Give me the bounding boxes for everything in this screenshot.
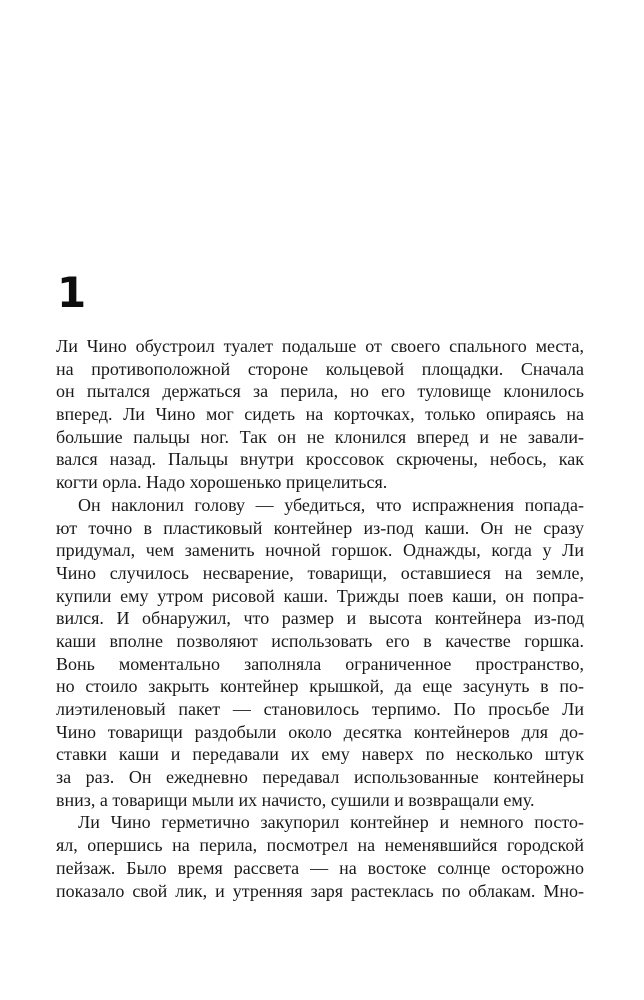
text-line: пейзаж. Было время рассвета — на востоке солнце осторожно xyxy=(56,857,584,878)
text-line: на противоположной стороне кольцевой площадки. Сначала xyxy=(56,358,584,379)
text-line: ял, опершись на перила, посмотрел на неменявшийся городской xyxy=(56,835,584,856)
text-line: Ли Чино обустроил туалет подальше от своего спального места, xyxy=(56,336,584,356)
text-line: за раз. Он ежедневно передавал использованные контейнеры xyxy=(56,767,584,788)
paragraph xyxy=(56,335,584,494)
paragraph xyxy=(56,494,584,812)
text-line: Вонь моментально заполняла ограниченное пространство, xyxy=(56,653,584,674)
text-line: вился. И обнаружил, что размер и высота контейнера из-под xyxy=(56,608,584,629)
text-line: вниз, а товарищи мыли их начисто, сушили и возвращали ему. xyxy=(56,789,535,810)
chapter-number: 1 xyxy=(57,268,87,317)
text-line: каши вполне позволяют использовать его в качестве горшка. xyxy=(56,630,584,651)
text-line: ставки каши и передавали их ему наверх по несколько штук xyxy=(56,744,584,765)
text-line: показало свой лик, и утренняя заря растеклась по облакам. Мно- xyxy=(56,880,584,901)
text-line: купили ему утром рисовой каши. Трижды поев каши, он попра- xyxy=(56,585,584,606)
text-line: лиэтиленовый пакет — становилось терпимо. По просьбе Ли xyxy=(56,699,584,719)
text-column xyxy=(56,335,584,902)
text-line: вперед. Ли Чино мог сидеть на корточках, только опираясь на xyxy=(56,404,584,425)
text-line: вался назад. Пальцы внутри кроссовок скрючены, небось, как xyxy=(56,449,584,470)
text-line: Ли Чино герметично закупорил контейнер и немного посто- xyxy=(78,812,584,833)
text-line: придумал, чем заменить ночной горшок. Однажды, когда у Ли xyxy=(56,540,584,561)
text-line: большие пальцы ног. Так он не клонился вперед и не завали- xyxy=(56,426,584,447)
text-line: но стоило закрыть контейнер крышкой, да еще засунуть в по- xyxy=(56,676,584,697)
text-line: Чино случилось несварение, товарищи, оставшиеся на земле, xyxy=(56,562,584,583)
text-line: он пытался держаться за перила, но его туловище клонилось xyxy=(56,381,584,402)
text-line: Чино товарищи раздобыли около десятка контейнеров для до- xyxy=(56,721,584,742)
text-line: ют точно в пластиковый контейнер из-под каши. Он не сразу xyxy=(56,517,584,538)
paragraph xyxy=(56,811,584,902)
text-line: когти орла. Надо хорошенько прицелиться. xyxy=(56,472,388,493)
text-line: Он наклонил голову — убедиться, что испражнения попада- xyxy=(78,494,584,515)
